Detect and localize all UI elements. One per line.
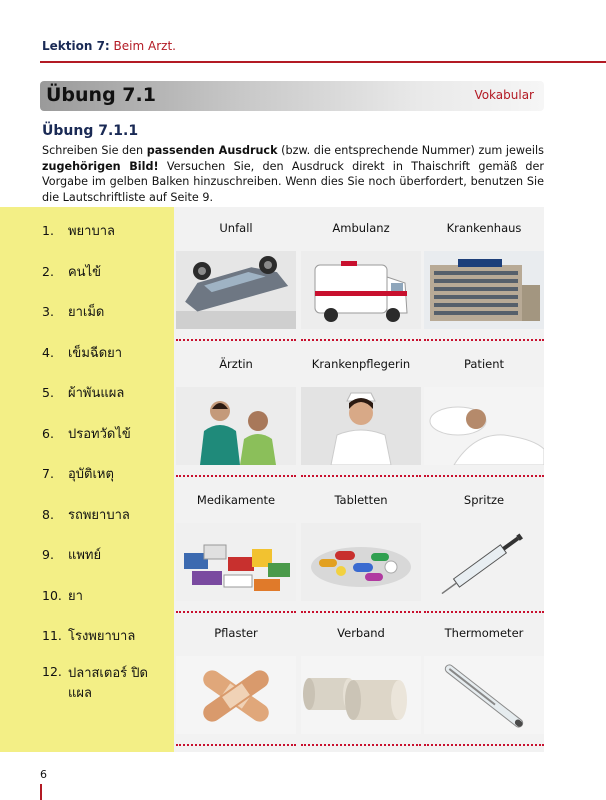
vocab-item [42, 423, 131, 444]
vocab-thai: ปรอทวัดไข้ [67, 427, 131, 442]
answer-line[interactable] [176, 744, 296, 746]
picture-cell [424, 343, 544, 467]
vocab-number: 2. [42, 264, 54, 279]
vocab-number: 3. [42, 304, 54, 319]
vocab-thai: ผ้าพันแผล [67, 386, 125, 401]
exercise-subtitle: Übung 7.1.1 [42, 123, 139, 139]
bandage-plaster-image [176, 656, 296, 734]
picture-label: Spritze [463, 493, 505, 507]
vocab-item [42, 261, 101, 282]
picture-cell [301, 479, 421, 603]
vocab-thai: ปลาสเตอร์ ปิดแผล [67, 666, 148, 701]
vocab-thai: เข็มฉีดยา [67, 346, 123, 361]
header-rule [40, 61, 606, 63]
doctor-with-patient-image [176, 387, 296, 465]
answer-line[interactable] [424, 339, 544, 341]
vocab-number: 10. [42, 588, 62, 603]
picture-cell [301, 343, 421, 467]
nurse-image [301, 387, 421, 465]
picture-grid [174, 207, 544, 752]
picture-label: Krankenhaus [446, 221, 522, 235]
picture-label: Verband [337, 626, 385, 640]
vocab-item [42, 301, 104, 322]
page-marker [40, 784, 42, 800]
picture-cell [176, 343, 296, 467]
vocab-item [42, 585, 83, 606]
pills-image [301, 523, 421, 601]
picture-label: Medikamente [196, 493, 276, 507]
picture-cell [424, 612, 544, 736]
bandage-rolls-image [301, 656, 421, 734]
exercise-category-tag: Vokabular [474, 88, 534, 102]
vocab-number: 12. [42, 664, 62, 679]
lesson-title: Beim Arzt. [109, 39, 176, 53]
vocab-item [42, 220, 115, 241]
vocab-thai: แพทย์ [67, 548, 102, 563]
lesson-prefix: Lektion 7: [42, 39, 110, 53]
picture-label: Tabletten [334, 493, 388, 507]
picture-cell [176, 479, 296, 603]
medication-boxes-image [176, 523, 296, 601]
vocab-number: 4. [42, 345, 54, 360]
picture-label: Patient [463, 357, 505, 371]
vocab-item [42, 463, 114, 484]
overturned-car-image [176, 251, 296, 329]
vocab-item [42, 625, 135, 646]
vocab-number: 7. [42, 466, 54, 481]
vocab-thai: ยาเม็ด [67, 305, 105, 320]
syringe-image [424, 523, 544, 601]
vocab-thai: พยาบาล [67, 224, 115, 239]
picture-cell [301, 612, 421, 736]
vocab-number: 8. [42, 507, 54, 522]
lesson-header [42, 39, 176, 53]
vocab-thai: ยา [67, 589, 83, 604]
answer-line[interactable] [301, 339, 421, 341]
thermometer-image [424, 656, 544, 734]
vocab-number: 9. [42, 547, 54, 562]
answer-line[interactable] [176, 475, 296, 477]
exercise-title: Übung 7.1 [46, 84, 156, 106]
answer-line[interactable] [424, 744, 544, 746]
answer-line[interactable] [301, 475, 421, 477]
vocab-item [42, 342, 122, 363]
instructions-text-3: Versuchen Sie, den Ausdruck direkt in Thaischrift gemäß der Vorgabe im gelben Balken hinzuschreiben. Wenn dies Sie noch überfordert, benutzen Sie die Lautschriftliste auf Seite 9. [42, 159, 544, 204]
instructions-text-1: Schreiben Sie den [42, 144, 147, 157]
instructions-paragraph [42, 143, 544, 205]
vocab-number: 1. [42, 223, 54, 238]
hospital-building-image [424, 251, 544, 329]
exercise-banner [40, 81, 544, 111]
vocab-item [42, 664, 168, 704]
picture-label: Ärztin [219, 357, 253, 371]
vocab-thai: คนไข้ [67, 265, 101, 280]
patient-in-bed-image [424, 387, 544, 465]
picture-cell [176, 612, 296, 736]
page-number: 6 [40, 768, 47, 781]
vocab-number: 5. [42, 385, 54, 400]
picture-cell [424, 207, 544, 331]
instructions-text-2: (bzw. die entsprechende Nummer) zum jeweils [277, 144, 544, 157]
picture-label: Pflaster [214, 626, 258, 640]
vocab-number: 6. [42, 426, 54, 441]
instructions-bold-2: zugehörigen Bild! [42, 159, 159, 173]
vocab-number: 11. [42, 628, 62, 643]
answer-line[interactable] [176, 339, 296, 341]
ambulance-image [301, 251, 421, 329]
vocab-item [42, 544, 101, 565]
vocab-item [42, 382, 124, 403]
vocab-thai: รถพยาบาล [67, 508, 130, 523]
instructions-bold-1: passenden Ausdruck [146, 144, 278, 157]
picture-label: Krankenpflegerin [311, 357, 411, 371]
picture-cell [176, 207, 296, 331]
answer-line[interactable] [301, 744, 421, 746]
picture-cell [301, 207, 421, 331]
answer-line[interactable] [424, 475, 544, 477]
picture-cell [424, 479, 544, 603]
picture-label: Ambulanz [332, 221, 390, 235]
picture-label: Unfall [219, 221, 253, 235]
vocab-thai: โรงพยาบาล [67, 629, 136, 644]
vocab-thai: อุบัติเหตุ [67, 467, 114, 482]
picture-label: Thermometer [444, 626, 524, 640]
vocab-item [42, 504, 130, 525]
